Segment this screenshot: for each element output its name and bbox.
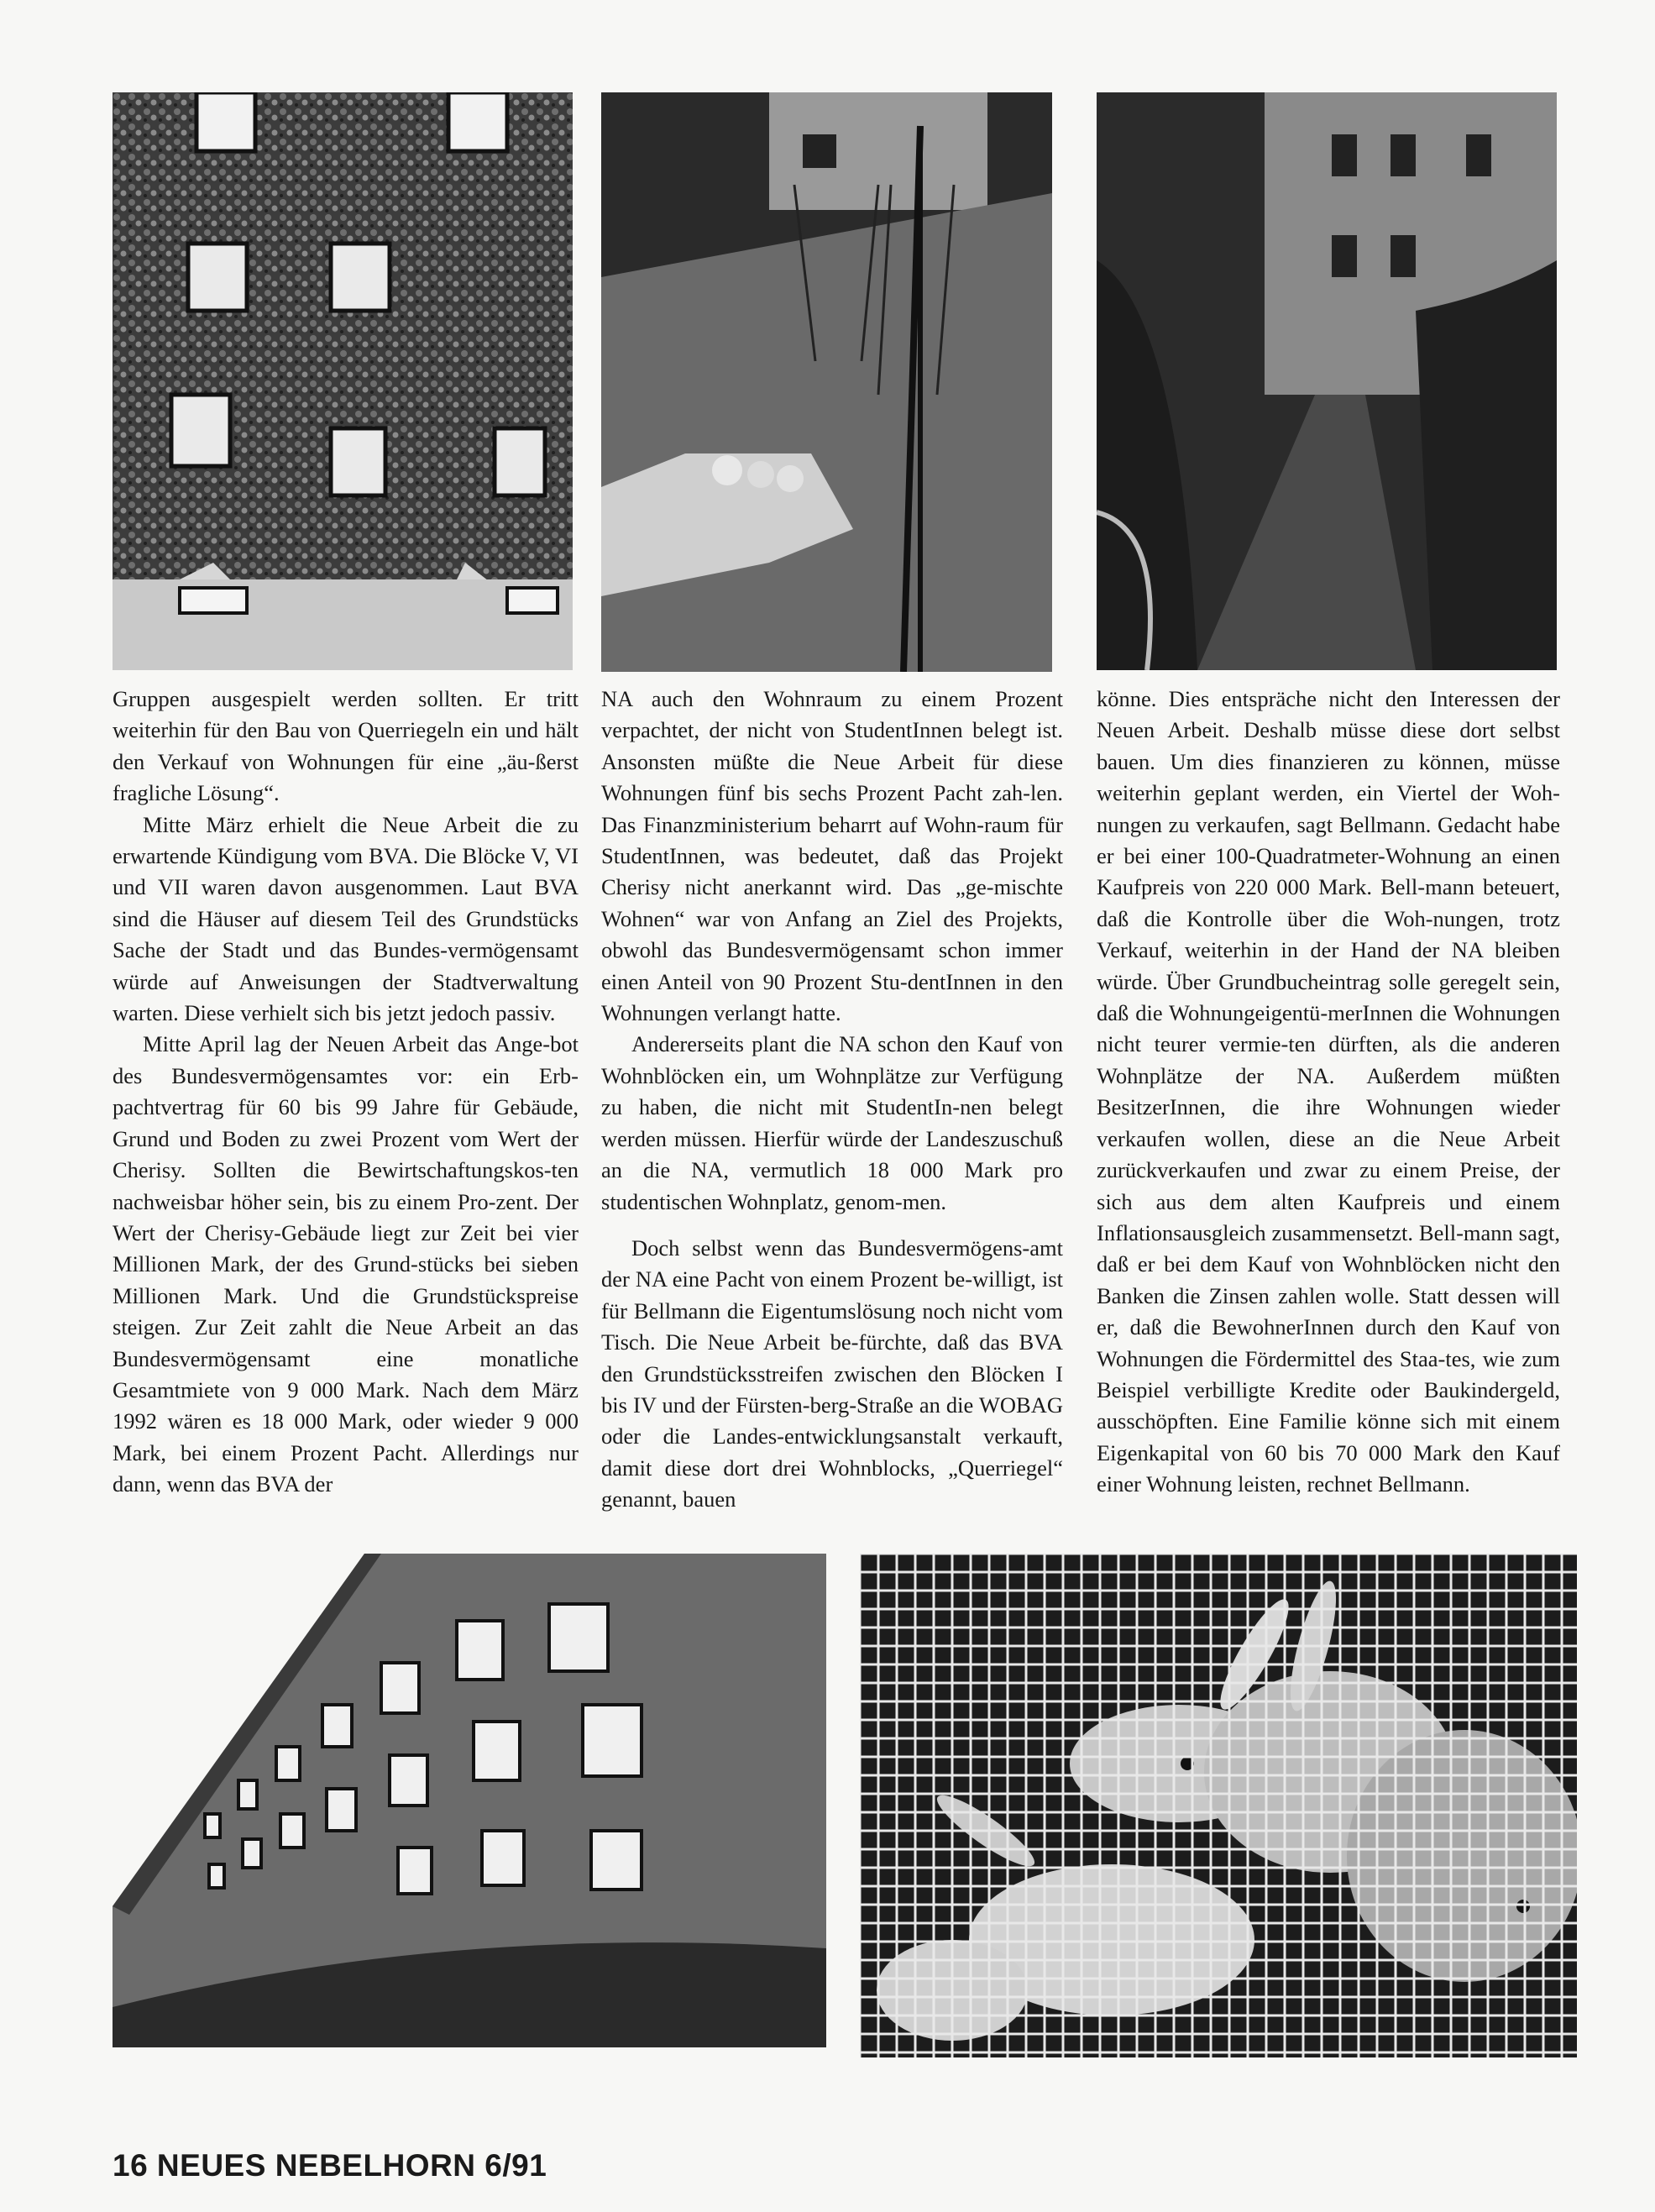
garden-path-image — [1097, 92, 1557, 670]
article-column-1 — [113, 684, 579, 1501]
article-column-2 — [601, 684, 1063, 1516]
article-column-3 — [1097, 684, 1560, 1501]
photo-apartment-block — [113, 1554, 826, 2047]
paragraph: Doch selbst wenn das Bundesvermögens-amt der NA eine Pacht von einem Prozent be-willigt, ist für Bellmann die Eigentumslösung noch nicht vom Tisch. Die Neue Arbeit be-fürchte, daß das BVA den Grundstücksstreifen zwischen den Blöcken I bis IV und der Fürsten-berg-Straße an die WOBAG oder die Landes-entwicklungsanstalt verkauft, damit diese dort drei Wohnblocks, „Querriegel“ genannt, bauen — [601, 1234, 1063, 1512]
apartment-block-image — [113, 1554, 826, 2047]
page-footer: 16 NEUES NEBELHORN 6/91 — [113, 2148, 547, 2183]
photo-ivy-building — [113, 92, 573, 670]
photo-garden-path — [1097, 92, 1557, 670]
paragraph: Mitte März erhielt die Neue Arbeit die zu erwartende Kündigung vom BVA. Die Blöcke V, VI und VII waren davon ausgenommen. Laut BVA sind die Häuser auf diesem Teil des Grundstücks Sache der Stadt und das Bundes-vermögensamt würde auf Anweisungen der Stadtverwaltung warten. Diese verhielt sich bis jetzt jedoch passiv. — [113, 811, 579, 1026]
paragraph: Gruppen ausgespielt werden sollten. Er tritt weiterhin für den Bau von Querriegeln ein und hält den Verkauf von Wohnungen für eine „äu-ßerst fragliche Lösung“. — [113, 686, 579, 806]
paragraph: könne. Dies entspräche nicht den Interessen der Neuen Arbeit. Deshalb müsse diese dort selbst bauen. Um dies finanzieren zu können, müsse weiterhin geplant werden, ein Viertel der Woh-nungen zu verkaufen, sagt Bellmann. Gedacht habe er bei einer 100-Quadratmeter-Wohnung an einen Kaufpreis von 220 000 Mark. Bell-mann beteuert, daß die Kontrolle über die Woh-nungen, trotz Verkauf, weiterhin in der Hand der NA bleiben würde. Über Grundbucheintrag solle geregelt sein, daß die Wohnungeigentü-merInnen die Wohnungen nicht teurer vermie-ten dürften, als die anderen Wohnplätze der NA. Außerdem müßten BesitzerInnen, die ihre Wohnungen wieder verkaufen wollen, diese an die Neue Arbeit zurückverkaufen und zwar zu einem Preise, der sich aus dem alten Kaufpreis und einem Inflationsausgleich zusammensetzt. Bell-mann sagt, daß er bei dem Kauf von Wohnblöcken nicht den Banken die Zinsen zahlen wolle. Statt dessen will er, daß die BewohnerInnen durch den Kauf von Wohnungen die Fördermittel des Staa-tes, wie zum Beispiel verbilligte Kredite oder Baukindergeld, ausschöpften. Eine Familie könne sich mit einem Eigenkapital von 60 bis 70 000 Mark den Kauf einer Wohnung leisten, rechnet Bellmann. — [1097, 686, 1560, 1497]
paragraph: NA auch den Wohnraum zu einem Prozent verpachtet, der nicht von StudentInnen belegt ist. Ansonsten müßte die Neue Arbeit für diese Wohnungen fünf bis sechs Prozent Pacht zah-len. Das Finanzministerium beharrt auf Wohn-raum für StudentInnen, was bedeutet, daß das Projekt Cherisy nicht anerkannt wird. Das „ge-mischte Wohnen“ war von Anfang an Ziel des Projekts, obwohl das Bundesvermögensamt schon immer einen Anteil von 90 Prozent Stu-dentInnen in den Wohnungen verlangt hatte. — [601, 686, 1063, 1026]
photo-playground — [601, 92, 1052, 672]
paragraph: Mitte April lag der Neuen Arbeit das Ange-bot des Bundesvermögensamtes vor: ein Erb-pachtvertrag für 60 bis 99 Jahre für Gebäude, Grund und Boden zu zwei Prozent vom Wert der Cherisy. Sollten die Bewirtschaftungskos-ten nachweisbar höher sein, bis zu einem Pro-zent. Der Wert der Cherisy-Gebäude liegt zur Zeit bei vier Millionen Mark, der des Grund-stücks bei sieben Millionen Mark. Und die Grundstückspreise steigen. Zur Zeit zahlt die Neue Arbeit an das Bundesvermögensamt eine monatliche Gesamtmiete von 9 000 Mark. Nach dem März 1992 wären es 18 000 Mark, oder wieder 9 000 Mark, bei einem Prozent Pacht. Allerdings nur dann, wenn das BVA der — [113, 1031, 579, 1497]
paragraph: Andererseits plant die NA schon den Kauf von Wohnblöcken ein, um Wohnplätze zur Verfügung zu haben, die nicht mit StudentIn-nen belegt werden müssen. Hierfür würde der Landeszuschuß an die NA, vermutlich 18 000 Mark pro studentischen Wohnplatz, genom-men. — [601, 1031, 1063, 1214]
rabbits-image — [860, 1554, 1577, 2057]
playground-image — [601, 92, 1052, 672]
photo-rabbits — [860, 1554, 1577, 2057]
ivy-building-image — [113, 92, 573, 670]
